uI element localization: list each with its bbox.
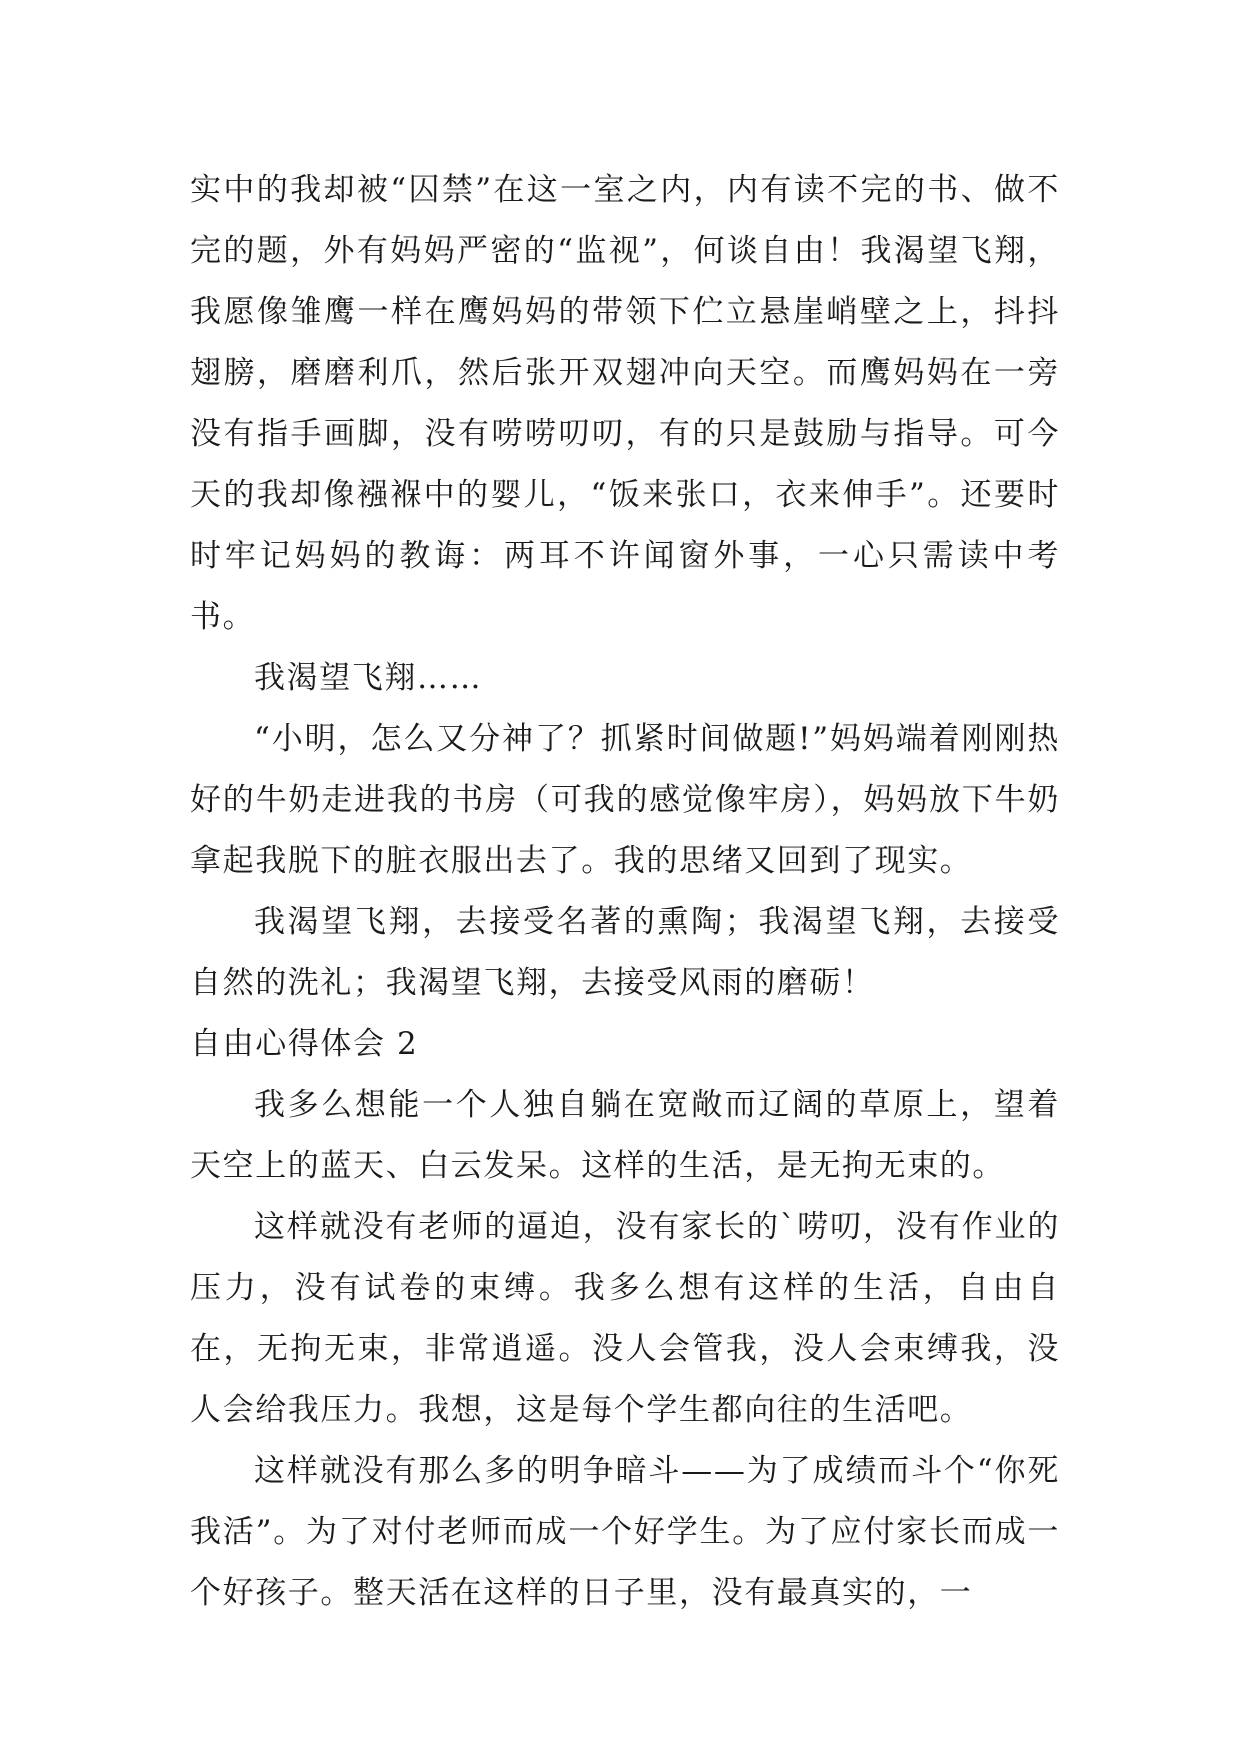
section-paragraph-3: 这样就没有那么多的明争暗斗——为了成绩而斗个“你死我活”。为了对付老师而成一个好学生。为了应付家长而成一个好孩子。整天活在这样的日子里，没有最真实的，一 xyxy=(190,1453,1060,1611)
section-paragraph-1: 我多么想能一个人独自躺在宽敞而辽阔的草原上，望着天空上的蓝天、白云发呆。这样的生活，是无拘无束的。 xyxy=(190,1087,1060,1184)
paragraph-continued: 实中的我却被“囚禁”在这一室之内，内有读不完的书、做不完的题，外有妈妈严密的“监视”，何谈自由！我渴望飞翔，我愿像雏鹰一样在鹰妈妈的带领下伫立悬崖峭壁之上，抖抖翅膀，磨磨利爪，然后张开双翅冲向天空。而鹰妈妈在一旁没有指手画脚，没有唠唠叨叨，有的只是鼓励与指导。可今天的我却像襁褓中的婴儿，“饭来张口，衣来伸手”。还要时时牢记妈妈的教诲：两耳不许闻窗外事，一心只需读中考书。 xyxy=(190,172,1060,635)
paragraph-conclusion: 我渴望飞翔，去接受名著的熏陶；我渴望飞翔，去接受自然的洗礼；我渴望飞翔，去接受风雨的磨砺！ xyxy=(190,904,1060,1001)
paragraph-dialogue: “小明，怎么又分神了？抓紧时间做题!”妈妈端着刚刚热好的牛奶走进我的书房（可我的感觉像牢房），妈妈放下牛奶拿起我脱下的脏衣服出去了。我的思绪又回到了现实。 xyxy=(190,721,1060,879)
section-paragraph-2: 这样就没有老师的逼迫，没有家长的`唠叨，没有作业的压力，没有试卷的束缚。我多么想有这样的生活，自由自在，无拘无束，非常逍遥。没人会管我，没人会束缚我，没人会给我压力。我想，这是每个学生都向往的生活吧。 xyxy=(190,1209,1060,1428)
document-body xyxy=(190,160,1060,1624)
paragraph-longing: 我渴望飞翔…… xyxy=(254,660,483,696)
section-title: 自由心得体会 2 xyxy=(190,1026,419,1062)
